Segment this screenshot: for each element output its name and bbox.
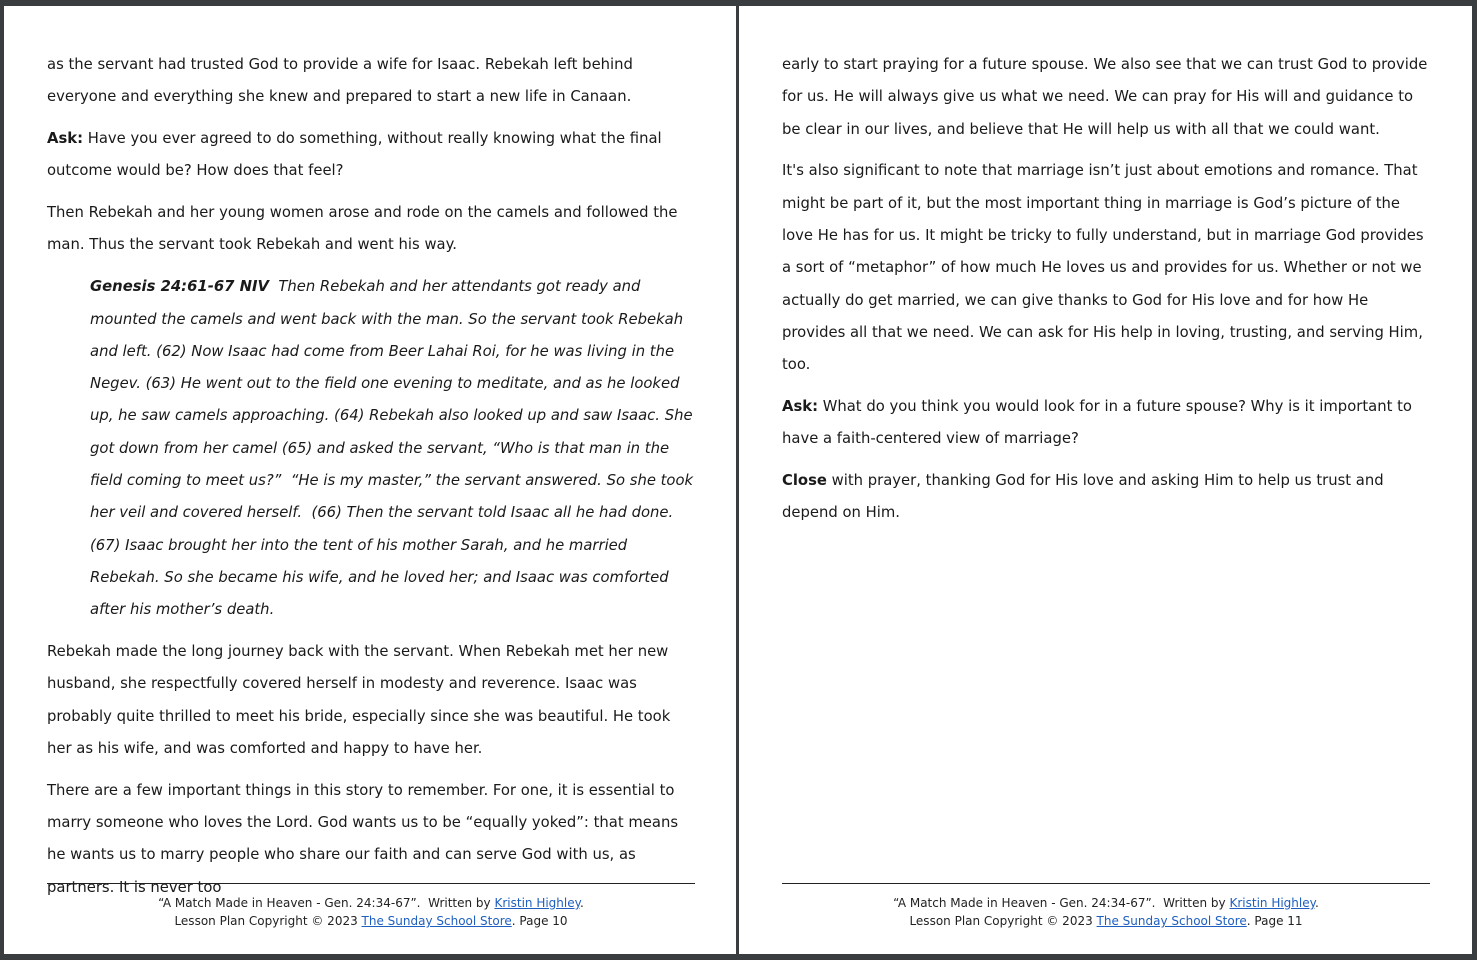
footer-line-1: “A Match Made in Heaven - Gen. 24:34-67”. Written by Kristin Highley. <box>893 896 1319 910</box>
footer-divider <box>782 883 1430 884</box>
paragraph: early to start praying for a future spouse. We also see that we can trust God to provide for us. He will always give us what we need. We can pray for His will and guidance to be clear in our lives, and believe that He will help us with all that we could want. <box>782 56 1428 138</box>
scripture-reference: Genesis 24:61-67 NIV <box>90 278 269 296</box>
ask-paragraph: Ask: What do you think you would look for in a future spouse? Why is it important to have a faith-centered view of marriage? <box>782 397 1412 448</box>
paragraph: Then Rebekah and her young women arose and rode on the camels and followed the man. Thus the servant took Rebekah and went his way. <box>47 204 678 254</box>
paragraph: Rebekah made the long journey back with the servant. When Rebekah met her new husband, she respectfully covered herself in modesty and reverence. Isaac was probably quite thrilled to meet his bride, especially since she was beautiful. He took her as his wife, and was comforted and happy to have her. <box>47 643 671 757</box>
page-10 <box>4 6 736 954</box>
ask-label: Ask: <box>782 397 819 415</box>
page-11 <box>739 6 1472 954</box>
page-number: . Page 10 <box>511 914 568 928</box>
store-link[interactable]: The Sunday School Store <box>361 914 512 928</box>
ask-paragraph: Ask: Have you ever agreed to do something, without really knowing what the final outcome would be? How does that feel? <box>47 130 662 180</box>
ask-label: Ask: <box>47 130 84 148</box>
paragraph: There are a few important things in this story to remember. For one, it is essential to marry someone who loves the Lord. God wants us to be “equally yoked”: that means he wants us to marry people who share our faith and can serve God with us, as partners. It is never too <box>47 781 679 896</box>
scripture-text: Then Rebekah and her attendants got ready and mounted the camels and went back with the man. So the servant took Rebekah and left. (62) Now Isaac had come from Beer Lahai Roi, for he was living in the Negev. (63) He went out to the field one evening to meditate, and as he looked up, he saw camels approaching. (64) Rebekah also looked up and saw Isaac. She got down from her camel (65) and asked the servant, “Who is that man in the field coming to meet us?” “He is my master,” the servant answered. So she took her veil and covered herself. (66) Then the servant told Isaac all he had done. (67) Isaac brought her into the tent of his mother Sarah, and he married Rebekah. So she became his wife, and he loved her; and Isaac was comforted after his mother’s death. <box>90 278 698 619</box>
store-link[interactable]: The Sunday School Store <box>1096 914 1247 928</box>
footer-divider <box>47 883 695 884</box>
page-number: . Page 11 <box>1246 914 1303 928</box>
footer-line-1: “A Match Made in Heaven - Gen. 24:34-67”. Written by Kristin Highley. <box>158 896 584 910</box>
paragraph: It's also significant to note that marriage isn’t just about emotions and romance. That might be part of it, but the most important thing in marriage is God’s picture of the love He has for us. It might be tricky to fully understand, but in marriage God provides a sort of “metaphor” of how much He loves us and provides for us. Whether or not we actually do get married, we can give thanks to God for His love and for how He provides all that we need. We can ask for His help in loving, trusting, and serving Him, too. <box>782 162 1424 374</box>
author-link[interactable]: Kristin Highley <box>494 896 581 910</box>
paragraph: as the servant had trusted God to provide a wife for Isaac. Rebekah left behind everyone and everything she knew and prepared to start a new life in Canaan. <box>47 56 633 106</box>
scripture-quote <box>90 271 699 626</box>
close-paragraph: Close with prayer, thanking God for His love and asking Him to help us trust and depend on Him. <box>782 472 1384 522</box>
footer-line-2: Lesson Plan Copyright © 2023 The Sunday School Store. Page 10 <box>174 914 568 928</box>
author-link[interactable]: Kristin Highley <box>1229 896 1316 910</box>
close-label: Close <box>782 472 827 490</box>
page-body <box>47 49 699 913</box>
footer-line-2: Lesson Plan Copyright © 2023 The Sunday School Store. Page 11 <box>909 914 1303 928</box>
page-footer <box>782 894 1430 930</box>
page-footer <box>47 894 695 930</box>
page-body <box>782 49 1434 539</box>
